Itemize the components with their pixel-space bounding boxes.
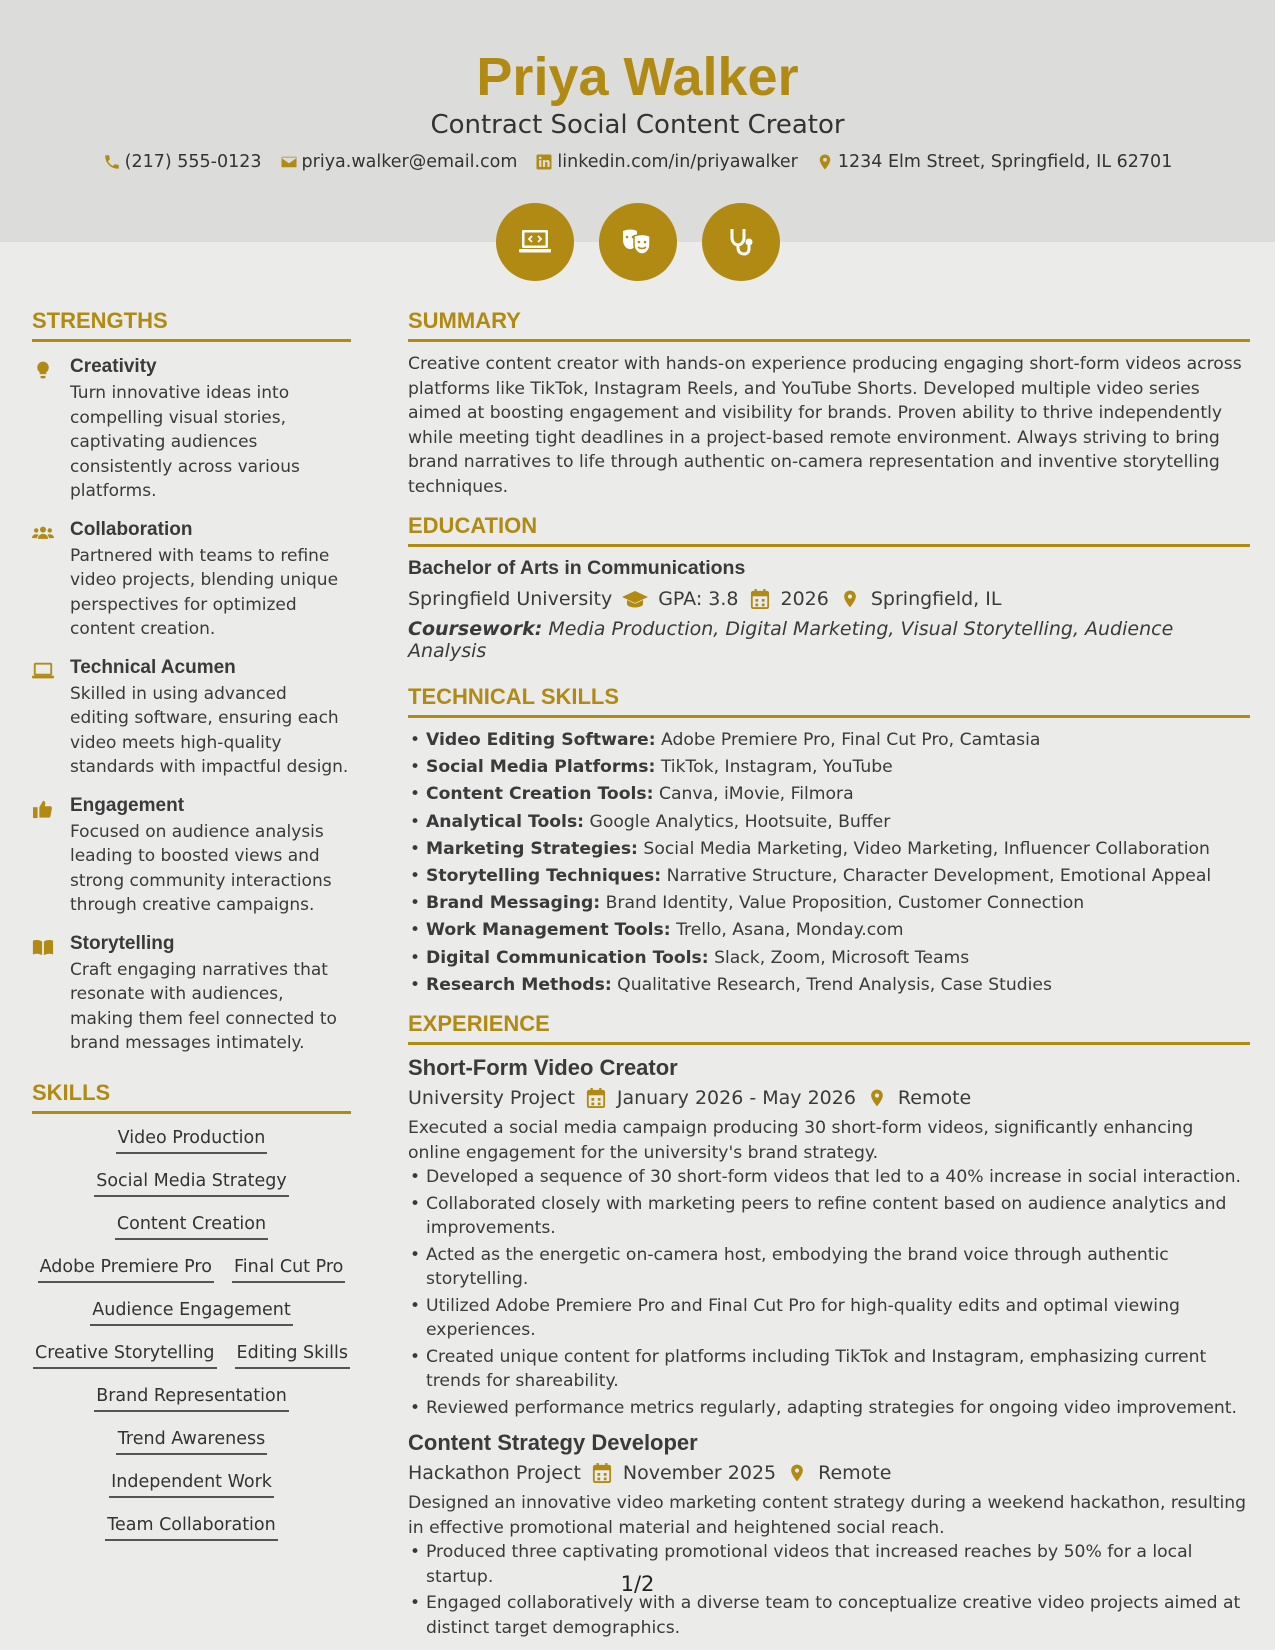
tech-value: Adobe Premiere Pro, Final Cut Pro, Camtasia	[661, 730, 1041, 750]
strength-desc: Craft engaging narratives that resonate with audiences, making them feel connected to brand messages intimately.	[70, 959, 337, 1053]
tech-label: Storytelling Techniques:	[426, 865, 662, 886]
theater-masks-icon	[618, 222, 658, 262]
tech-label: Work Management Tools:	[426, 920, 671, 941]
map-pin-icon	[816, 153, 834, 171]
tech-value: Trello, Asana, Monday.com	[676, 920, 904, 941]
contact-phone-text: (217) 555-0123	[124, 152, 262, 172]
skills-heading: SKILLS	[32, 1080, 351, 1114]
tech-value: Brand Identity, Value Proposition, Customer Connection	[605, 893, 1085, 914]
skill-tag: Final Cut Pro	[232, 1257, 345, 1283]
experience-heading: EXPERIENCE	[408, 1011, 1250, 1045]
contact-address-text: 1234 Elm Street, Springfield, IL 62701	[837, 152, 1173, 172]
tech-value: Qualitative Research, Trend Analysis, Case Studies	[617, 974, 1052, 995]
job-bullets	[408, 1165, 1250, 1420]
education-meta	[408, 588, 1250, 610]
tech-label: Analytical Tools:	[426, 811, 585, 832]
list-item	[408, 973, 1250, 998]
contact-linkedin-text: linkedin.com/in/priyawalker	[557, 152, 798, 172]
strength-desc: Focused on audience analysis leading to boosted views and strong community interactions through creative campaigns.	[70, 821, 332, 915]
list-item	[408, 891, 1250, 916]
list-item	[408, 810, 1250, 835]
contact-email[interactable]	[280, 152, 518, 172]
list-item: • Acted as the energetic on-camera host, embodying the brand voice through authentic storytelling.	[408, 1243, 1250, 1292]
education-heading: EDUCATION	[408, 513, 1250, 547]
strength-item	[32, 356, 351, 504]
tech-value: Google Analytics, Hootsuite, Buffer	[589, 811, 891, 832]
list-item	[408, 782, 1250, 807]
thumbs-up-icon	[32, 799, 54, 819]
strength-item	[32, 519, 351, 642]
candidate-name: Priya Walker	[476, 47, 799, 107]
school-name: Springfield University	[408, 588, 613, 610]
job-summary: Executed a social media campaign producing 30 short-form videos, significantly enhancing online engagement for the university's brand strategy.	[408, 1118, 1194, 1163]
tech-label: Video Editing Software:	[426, 730, 656, 750]
skill-tag: Adobe Premiere Pro	[38, 1257, 214, 1283]
stethoscope-icon	[721, 222, 761, 262]
skills-list	[32, 1124, 351, 1541]
coursework	[408, 618, 1250, 662]
tech-label: Marketing Strategies:	[426, 838, 638, 859]
job-org: University Project	[408, 1087, 575, 1110]
list-item	[408, 946, 1250, 971]
technical-heading: TECHNICAL SKILLS	[408, 684, 1250, 718]
job-location: Remote	[897, 1087, 972, 1110]
job-entry	[408, 1055, 1250, 1420]
job-dates: November 2025	[622, 1462, 777, 1485]
strength-name: Creativity	[70, 356, 157, 377]
job-title: Short-Form Video Creator	[408, 1055, 678, 1081]
tech-label: Content Creation Tools:	[426, 784, 654, 805]
tech-label: Digital Communication Tools:	[426, 947, 709, 968]
summary-text: Creative content creator with hands-on experience producing engaging short-form videos across platforms like TikTok, Instagram Reels, and YouTube Shorts. Developed multiple video series aimed at boosting engagement and visibility for brands. Proven ability to thrive independently while meeting tight deadlines in a project-based remote environment. Always striving to bring brand narratives to life through authentic on-camera representation and inventive storytelling techniques.	[408, 354, 1242, 497]
job-summary: Designed an innovative video marketing content strategy during a weekend hackathon, resulting in effective promotional material and heightened social reach.	[408, 1493, 1247, 1538]
phone-icon	[103, 153, 121, 171]
skill-tag: Creative Storytelling	[33, 1343, 217, 1369]
strength-item	[32, 933, 351, 1056]
job-entry	[408, 1430, 1250, 1640]
list-item: • Engaged collaboratively with a diverse team to conceptualize creative video projects aimed at distinct target demographics.	[408, 1591, 1250, 1640]
page-number: 1/2	[620, 1572, 655, 1596]
degree-name: Bachelor of Arts in Communications	[408, 557, 746, 579]
tech-value: Canva, iMovie, Filmora	[658, 784, 854, 805]
badge-stethoscope	[702, 203, 780, 281]
laptop-icon	[32, 661, 54, 681]
list-item	[408, 864, 1250, 889]
contact-linkedin[interactable]	[535, 152, 797, 172]
skill-tag: Audience Engagement	[90, 1300, 292, 1326]
strength-desc: Turn innovative ideas into compelling visual stories, captivating audiences consistently across various platforms.	[70, 383, 300, 501]
job-meta	[408, 1087, 1250, 1109]
list-item: • Produced three captivating promotional videos that increased reaches by 50% for a local startup.	[408, 1540, 1250, 1589]
list-item	[408, 728, 1250, 753]
skill-tag: Team Collaboration	[105, 1515, 277, 1541]
job-title: Content Strategy Developer	[408, 1430, 698, 1456]
calendar-icon	[591, 1463, 613, 1483]
job-location: Remote	[818, 1462, 892, 1485]
badge-row	[0, 203, 1275, 281]
technical-list	[408, 728, 1250, 997]
job-org: Hackathon Project	[408, 1462, 581, 1485]
candidate-title: Contract Social Content Creator	[430, 110, 845, 140]
map-pin-icon	[866, 1088, 888, 1108]
contact-bar	[0, 152, 1275, 172]
linkedin-icon	[535, 153, 553, 171]
tech-label: Research Methods:	[426, 974, 612, 995]
tech-label: Social Media Platforms:	[426, 757, 656, 778]
summary-heading: SUMMARY	[408, 308, 1250, 342]
job-dates: January 2026 - May 2026	[616, 1087, 856, 1110]
skill-tag: Brand Representation	[94, 1386, 289, 1412]
map-pin-icon	[839, 589, 861, 609]
strength-name: Storytelling	[70, 932, 175, 954]
list-item	[408, 755, 1250, 780]
right-column	[408, 308, 1250, 1642]
strength-desc: Skilled in using advanced editing software, ensuring each video meets high-quality standards with impactful design.	[70, 683, 349, 777]
envelope-icon	[280, 153, 298, 171]
grad-year: 2026	[780, 588, 829, 610]
contact-address	[816, 152, 1172, 172]
coursework-label: Coursework:	[408, 618, 543, 640]
list-item	[408, 837, 1250, 862]
skill-tag: Editing Skills	[235, 1343, 350, 1369]
skill-tag: Content Creation	[115, 1214, 268, 1240]
calendar-icon	[585, 1088, 607, 1108]
badge-laptop	[496, 203, 574, 281]
left-column	[32, 308, 351, 1541]
users-icon	[32, 523, 54, 543]
strength-item	[32, 795, 351, 918]
strengths-heading: STRENGTHS	[32, 308, 351, 342]
strength-name: Collaboration	[70, 518, 193, 540]
skill-tag: Trend Awareness	[116, 1429, 267, 1455]
strength-name: Engagement	[70, 794, 185, 816]
strength-desc: Partnered with teams to refine video projects, blending unique perspectives for optimized content creation.	[70, 545, 339, 639]
coursework-list: Media Production, Digital Marketing, Visual Storytelling, Audience Analysis	[408, 618, 1174, 662]
contact-phone[interactable]	[103, 152, 262, 172]
tech-value: TikTok, Instagram, YouTube	[660, 757, 893, 778]
badge-masks	[599, 203, 677, 281]
list-item: • Developed a sequence of 30 short-form videos that led to a 40% increase in social interaction.	[408, 1165, 1250, 1190]
skill-tag: Video Production	[116, 1128, 268, 1154]
school-location: Springfield, IL	[870, 588, 1002, 610]
tech-label: Brand Messaging:	[426, 893, 601, 914]
gpa: GPA: 3.8	[658, 588, 739, 610]
strength-name: Technical Acumen	[70, 656, 236, 678]
job-meta	[408, 1462, 1250, 1484]
book-open-icon	[32, 937, 54, 957]
lightbulb-icon	[32, 360, 54, 380]
list-item: • Utilized Adobe Premiere Pro and Final Cut Pro for high-quality edits and optimal viewing experiences.	[408, 1294, 1250, 1343]
tech-value: Slack, Zoom, Microsoft Teams	[714, 947, 970, 968]
strength-item	[32, 657, 351, 780]
contact-email-text: priya.walker@email.com	[301, 152, 518, 172]
list-item: • Created unique content for platforms including TikTok and Instagram, emphasizing current trends for shareability.	[408, 1345, 1250, 1394]
skill-tag: Independent Work	[109, 1472, 274, 1498]
tech-value: Social Media Marketing, Video Marketing, Influencer Collaboration	[643, 838, 1210, 859]
list-item: • Reviewed performance metrics regularly, adapting strategies for ongoing video improvement.	[408, 1396, 1250, 1421]
list-item: • Collaborated closely with marketing peers to refine content based on audience analytics and improvements.	[408, 1192, 1250, 1241]
skill-tag: Social Media Strategy	[94, 1171, 289, 1197]
calendar-icon	[749, 589, 771, 609]
graduation-cap-icon	[622, 589, 648, 609]
tech-value: Narrative Structure, Character Development, Emotional Appeal	[666, 865, 1212, 886]
list-item	[408, 918, 1250, 943]
map-pin-icon	[786, 1463, 808, 1483]
laptop-code-icon	[515, 222, 555, 262]
